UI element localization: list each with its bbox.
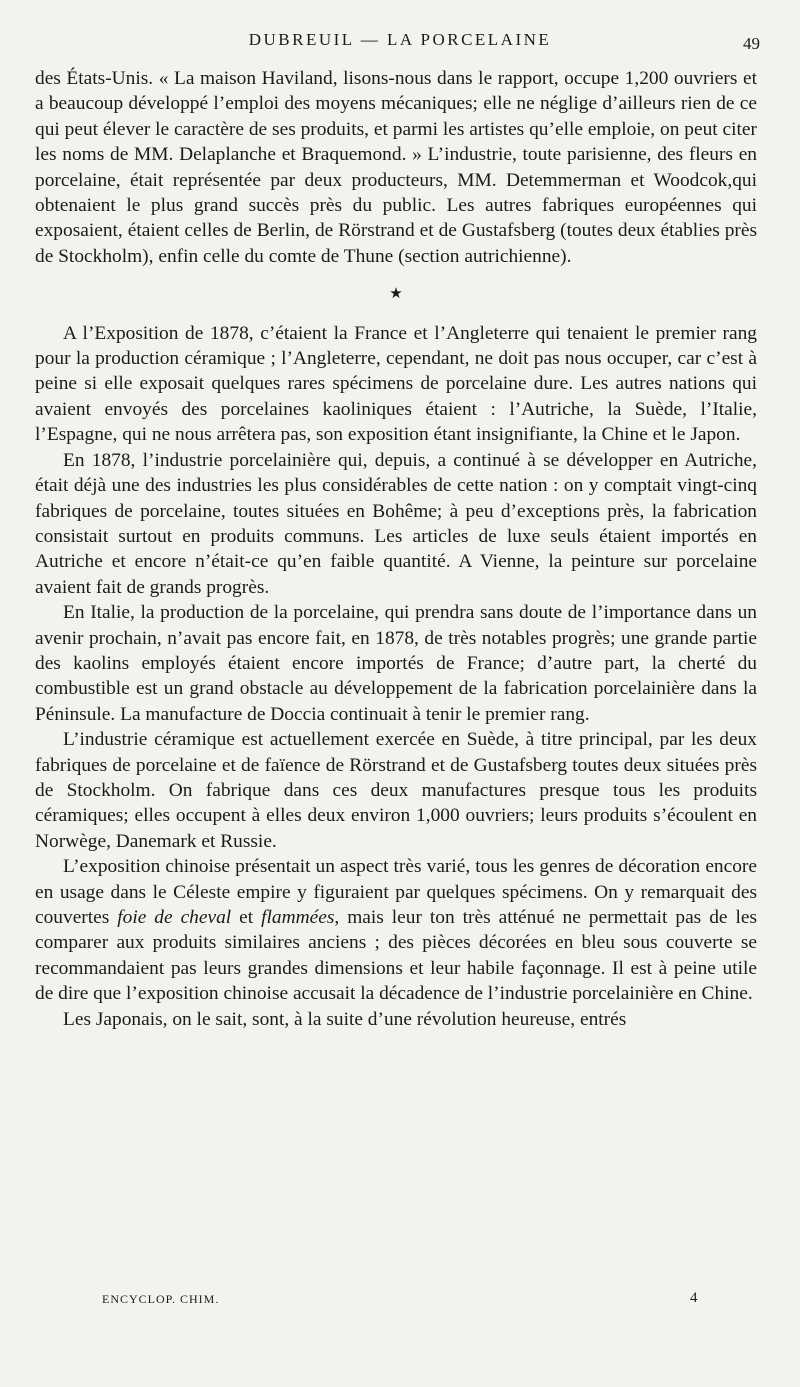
- body-text: [35, 66, 757, 1032]
- paragraph-6-text-a: L’exposition chinoise présentait un aspect très varié, tous les genres de décoration encore en usage dans le Céleste empire y figuraient par quelques spécimens. On y remarquait des couvertes: [35, 856, 757, 928]
- footer-sheet-number: 4: [690, 1290, 699, 1306]
- paragraph-1: des États-Unis. « La maison Haviland, lisons-nous dans le rapport, occupe 1,200 ouvriers et a beaucoup développé l’emploi des moyens mécaniques; elle ne néglige d’ailleurs rien de ce qui peut élever le caractère de ses produits, et parmi les artistes qu’elle emploie, on peut citer les noms de MM. Delaplanche et Braquemond. » L’industrie, toute parisienne, des fleurs en porcelaine, était représentée par deux producteurs, MM. Detemmerman et Woodcok,qui obtenaient le plus grand succès près du public. Les autres fabriques européennes qui exposaient, étaient celles de Berlin, de Rörstrand et de Gustafsberg (toutes deux établies près de Stockholm), enfin celle du comte de Thune (section autrichienne).: [35, 68, 757, 267]
- paragraph-7: Les Japonais, on le sait, sont, à la suite d’une révolution heureuse, entrés: [63, 1008, 627, 1030]
- paragraph-3: En 1878, l’industrie porcelainière qui, depuis, a continué à se développer en Autriche, était déjà une des industries les plus considérables de cette nation : on y comptait vingt-cinq fabriques de porcelaine, toutes situées en Bohême; à peu d’exceptions près, la fabrication consistait surtout en produits communs. Les articles de luxe seuls étaient importés en Autriche et encore n’était-ce qu’en faible quantité. A Vienne, la peinture sur porcelaine avaient fait de grands progrès.: [35, 449, 757, 598]
- paragraph-4: En Italie, la production de la porcelaine, qui prendra sans doute de l’importance dans un avenir prochain, n’avait pas encore fait, en 1878, de très notables progrès; une grande partie des kaolins employés étaient encore importés de France; d’autre part, la cherté du combustible est un grand obstacle au développement de la fabrication porcelainière dans la Péninsule. La manufacture de Doccia continuait à tenir le premier rang.: [35, 602, 757, 725]
- paragraph-6-italic-b: flammées: [261, 907, 335, 928]
- footer-signature: ENCYCLOP. CHIM.: [102, 1292, 220, 1306]
- section-separator-star: ★: [389, 286, 403, 303]
- paragraph-6-text-c: , mais leur ton très atténué ne permettait pas de les comparer aux produits similaires anciens ; des pièces décorées en bleu sous couverte se recommandaient pas leurs grandes dimensions et leur habile façonnage. Il est à peine utile de dire que l’exposition chinoise accusait la décadence de l’industrie porcelainière en Chine.: [35, 907, 758, 1005]
- paragraph-5: L’industrie céramique est actuellement exercée en Suède, à titre principal, par les deux fabriques de porcelaine et de faïence de Rörstrand et de Gustafsberg toutes deux situées près de Stockholm. On fabrique dans ces deux manufactures presque tous les produits céramiques; elles occupent à elles deux environ 1,000 ouvriers; leurs produits s’écoulent en Norwège, Danemark et Russie.: [35, 729, 757, 852]
- paragraph-2: A l’Exposition de 1878, c’étaient la France et l’Angleterre qui tenaient le premier rang pour la production céramique ; l’Angleterre, cependant, ne doit pas nous occuper, car c’est à peine si elle exposait quelques rares spécimens de porcelaine dure. Les autres nations qui avaient envoyés des porcelaines kaoliniques étaient : l’Autriche, la Suède, l’Italie, l’Espagne, qui ne nous arrêtera pas, son exposition étant insignifiante, la Chine et le Japon.: [35, 322, 757, 446]
- paragraph-6-text-b: et: [231, 907, 262, 928]
- page-number: 49: [743, 34, 760, 53]
- page-footer: [0, 1292, 800, 1316]
- paragraph-6-italic-a: foie de cheval: [117, 907, 232, 928]
- page-header: [0, 30, 800, 60]
- paragraph-6: [35, 854, 757, 1006]
- running-title: DUBREUIL — LA PORCELAINE: [248, 30, 552, 49]
